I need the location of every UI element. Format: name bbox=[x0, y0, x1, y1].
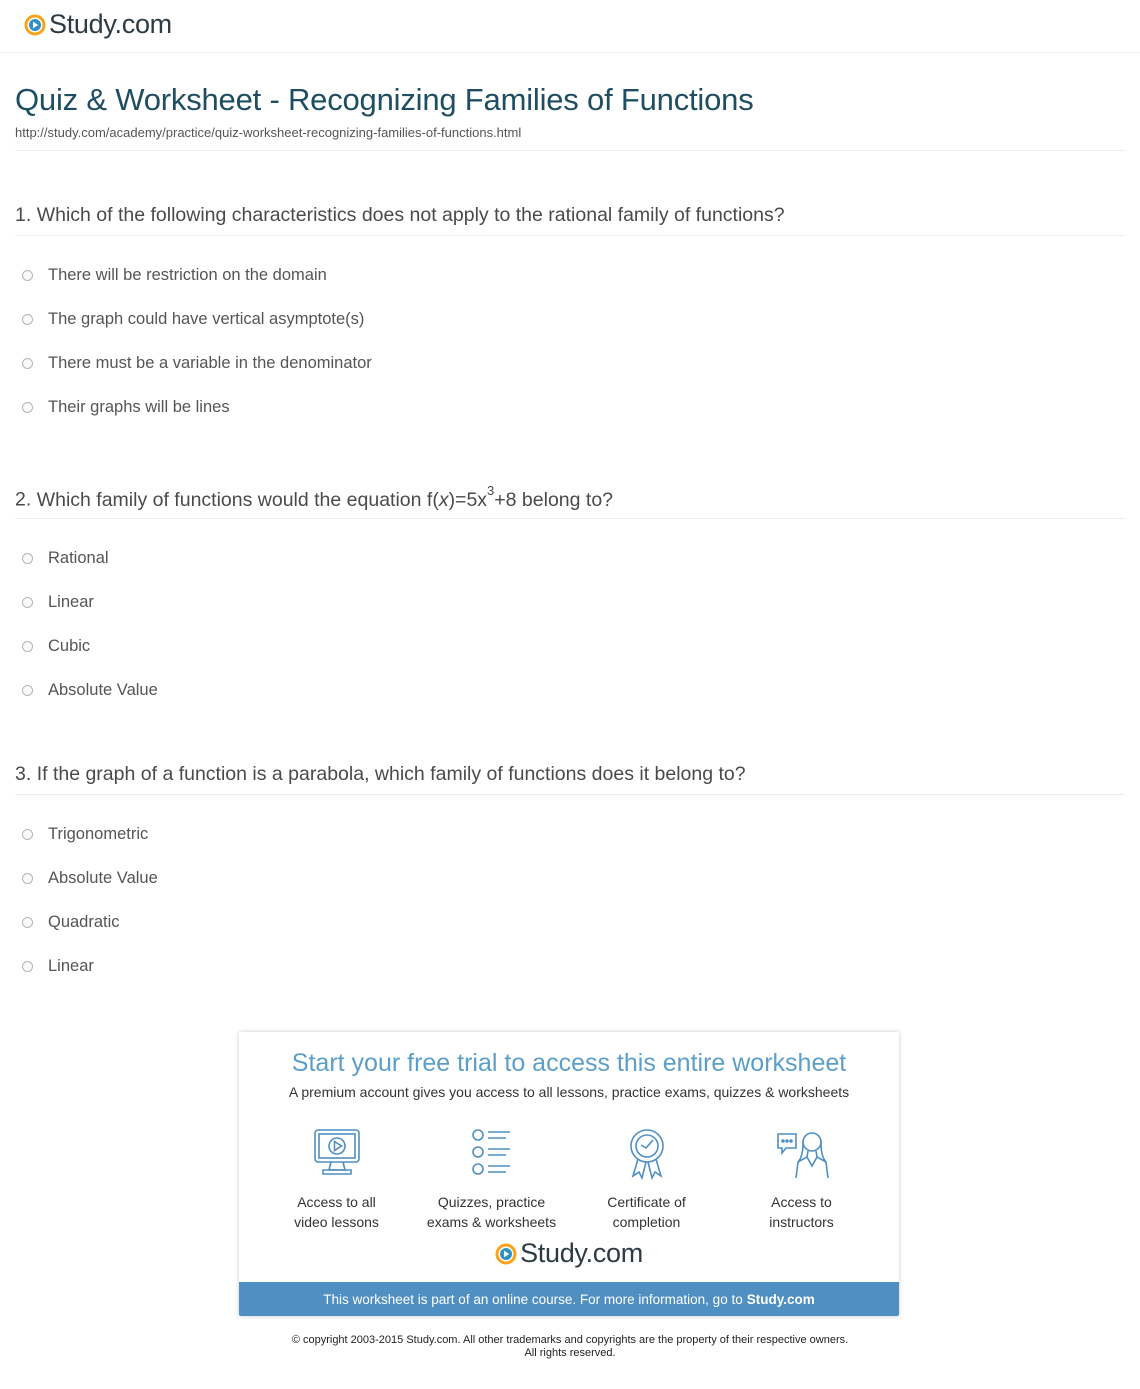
option-label: There must be a variable in the denominator bbox=[48, 353, 372, 372]
question-divider bbox=[15, 518, 1125, 519]
feature-list bbox=[259, 1126, 879, 1232]
radio-button[interactable] bbox=[22, 873, 33, 884]
video-lesson-icon bbox=[309, 1126, 365, 1182]
question-text: If the graph of a function is a parabola, which family of functions does it belong to? bbox=[36, 763, 746, 785]
question-divider bbox=[15, 235, 1125, 236]
feature-label: Access to all video lessons bbox=[294, 1194, 379, 1230]
radio-button[interactable] bbox=[22, 829, 33, 840]
answer-option[interactable] bbox=[22, 668, 158, 712]
answer-option[interactable] bbox=[22, 900, 158, 944]
radio-button[interactable] bbox=[22, 961, 33, 972]
header-divider bbox=[0, 52, 1140, 53]
feature-label: Access to instructors bbox=[769, 1194, 834, 1230]
option-label: There will be restriction on the domain bbox=[48, 265, 327, 284]
banner-text: This worksheet is part of an online course. For more information, go to bbox=[323, 1291, 743, 1307]
promo-subheading: A premium account gives you access to all lessons, practice exams, quizzes & worksheets bbox=[288, 1084, 850, 1100]
radio-button[interactable] bbox=[22, 685, 33, 696]
logo-text: Study.com bbox=[520, 1238, 643, 1268]
banner-link[interactable]: Study.com bbox=[746, 1291, 815, 1307]
feature-video-lessons bbox=[259, 1126, 414, 1232]
copyright-line: © copyright 2003-2015 Study.com. All other trademarks and copyrights are the property of their respective owners. bbox=[291, 1334, 849, 1346]
answer-option[interactable] bbox=[22, 536, 158, 580]
rights-line: All rights reserved. bbox=[524, 1347, 616, 1359]
copyright-footer bbox=[0, 1334, 1140, 1360]
feature-instructors bbox=[724, 1126, 879, 1232]
answer-option[interactable] bbox=[22, 253, 372, 297]
question-number: 2. bbox=[15, 488, 32, 511]
option-label: Absolute Value bbox=[48, 680, 158, 699]
question-1 bbox=[15, 204, 785, 227]
page-title: Quiz & Worksheet - Recognizing Families of Functions bbox=[15, 82, 754, 117]
radio-button[interactable] bbox=[22, 314, 33, 325]
answer-option[interactable] bbox=[22, 812, 158, 856]
feature-label: Certificate of completion bbox=[607, 1194, 686, 1230]
title-divider bbox=[15, 150, 1125, 151]
question-2-options bbox=[22, 536, 158, 712]
question-text bbox=[36, 483, 614, 511]
option-label: Linear bbox=[48, 592, 94, 611]
option-label: Cubic bbox=[48, 636, 91, 655]
option-label: Rational bbox=[48, 548, 109, 567]
radio-button[interactable] bbox=[22, 917, 33, 928]
radio-button[interactable] bbox=[22, 402, 33, 413]
question-1-options bbox=[22, 253, 372, 429]
radio-button[interactable] bbox=[22, 641, 33, 652]
promo-heading[interactable]: Start your free trial to access this entire worksheet bbox=[291, 1049, 847, 1077]
play-circle-icon bbox=[495, 1243, 517, 1265]
feature-quizzes bbox=[414, 1126, 569, 1232]
question-3-options bbox=[22, 812, 158, 988]
question-text: Which of the following characteristics does not apply to the rational family of functions? bbox=[36, 204, 785, 226]
answer-option[interactable] bbox=[22, 856, 158, 900]
question-text-part: +8 belong to? bbox=[494, 488, 614, 511]
question-number: 1. bbox=[15, 204, 32, 226]
option-label: Trigonometric bbox=[48, 824, 149, 843]
free-trial-promo bbox=[239, 1032, 899, 1316]
radio-button[interactable] bbox=[22, 553, 33, 564]
feature-label: Quizzes, practice exams & worksheets bbox=[426, 1194, 557, 1230]
instructors-icon bbox=[774, 1126, 830, 1182]
question-number: 3. bbox=[15, 763, 32, 785]
answer-option[interactable] bbox=[22, 944, 158, 988]
option-label: Their graphs will be lines bbox=[48, 397, 230, 416]
radio-button[interactable] bbox=[22, 597, 33, 608]
radio-button[interactable] bbox=[22, 358, 33, 369]
certificate-icon bbox=[619, 1126, 675, 1182]
equation-exponent: 3 bbox=[487, 483, 495, 498]
option-label: Quadratic bbox=[48, 912, 120, 931]
question-2 bbox=[15, 483, 614, 512]
option-label: Absolute Value bbox=[48, 868, 158, 887]
question-divider bbox=[15, 794, 1125, 795]
quiz-list-icon bbox=[464, 1126, 520, 1182]
logo-text: Study.com bbox=[49, 9, 172, 39]
answer-option[interactable] bbox=[22, 580, 158, 624]
question-text-part: )=5x bbox=[448, 488, 488, 511]
answer-option[interactable] bbox=[22, 297, 372, 341]
question-text-part: Which family of functions would the equation f( bbox=[36, 488, 439, 511]
play-circle-icon bbox=[24, 14, 46, 36]
answer-option[interactable] bbox=[22, 385, 372, 429]
feature-certificate bbox=[569, 1126, 724, 1232]
site-logo[interactable] bbox=[24, 9, 172, 40]
option-label: Linear bbox=[48, 956, 94, 975]
question-3 bbox=[15, 763, 746, 786]
promo-logo[interactable] bbox=[239, 1238, 899, 1269]
answer-option[interactable] bbox=[22, 341, 372, 385]
course-info-banner bbox=[239, 1282, 899, 1316]
answer-option[interactable] bbox=[22, 624, 158, 668]
page-url[interactable]: http://study.com/academy/practice/quiz-worksheet-recognizing-families-of-functions.html bbox=[15, 125, 522, 140]
option-label: The graph could have vertical asymptote(s) bbox=[48, 309, 365, 328]
equation-variable: x bbox=[438, 488, 449, 511]
radio-button[interactable] bbox=[22, 270, 33, 281]
